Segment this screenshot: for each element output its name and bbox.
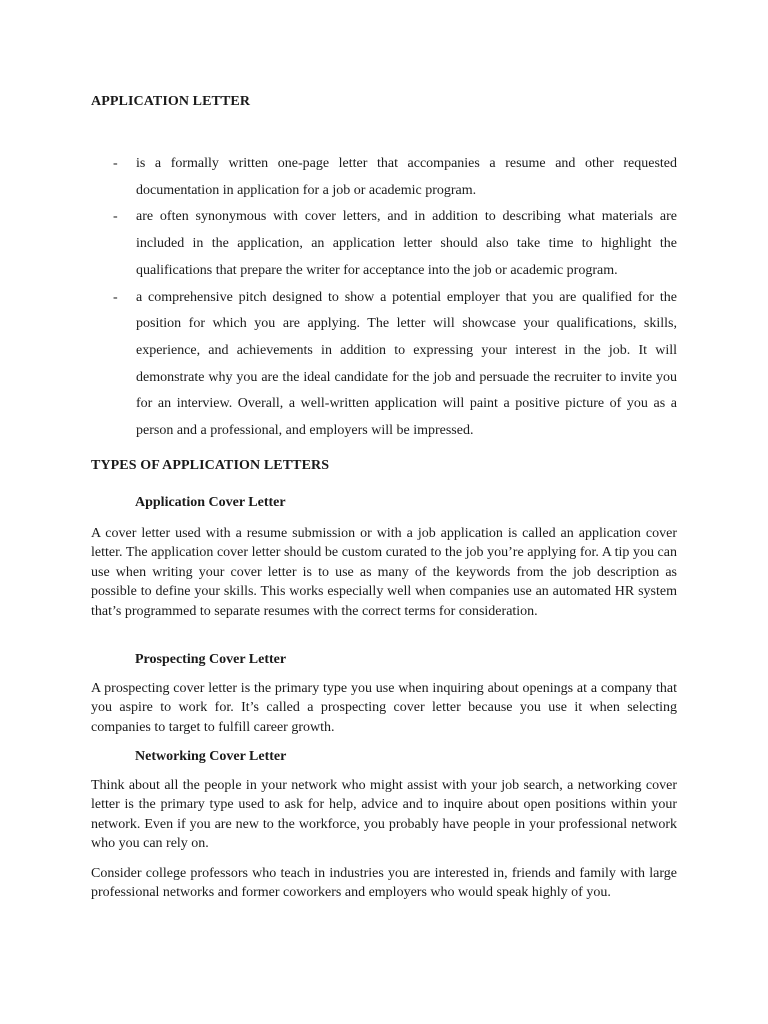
heading-application-letter: APPLICATION LETTER xyxy=(91,94,251,109)
list-item xyxy=(91,204,677,284)
subheading-application-cover-letter: Application Cover Letter xyxy=(135,495,286,510)
list-item-text: a comprehensive pitch designed to show a potential employer that you are qualified for the position for which you are applying. The letter will showcase your qualifications, skills, experience, and achievements in addition to expressing your interest in the job. It will demonstrate why you are the ideal candidate for the job and persuade the recruiter to invite you for an interview. Overall, a well-written application will paint a positive picture of you as a person and a professional, and employers will be impressed. xyxy=(136,289,677,439)
list-item-text: is a formally written one-page letter that accompanies a resume and other requested documentation in application for a job or academic program. xyxy=(136,156,677,198)
list-item xyxy=(91,151,677,204)
paragraph-prospecting-cover-letter: A prospecting cover letter is the primary type you use when inquiring about openings at a company that you aspire to work for. It’s called a prospecting cover letter because you use it when selecting companies to target to fulfill career growth. xyxy=(91,681,677,735)
bullet-dash: - xyxy=(113,156,118,171)
subheading-networking-cover-letter: Networking Cover Letter xyxy=(135,749,287,764)
bullet-dash: - xyxy=(113,209,118,225)
list-item xyxy=(91,285,677,445)
paragraph-networking-cover-letter: Think about all the people in your network who might assist with your job search, a networking cover letter is the primary type used to ask for help, advice and to inquire about open positions within your network. Even if you are new to the workforce, you probably have people in your professional network who you can rely on. xyxy=(91,778,677,852)
subheading-prospecting-cover-letter: Prospecting Cover Letter xyxy=(135,652,287,667)
bullet-dash: - xyxy=(113,289,118,305)
heading-types-of-application-letters: TYPES OF APPLICATION LETTERS xyxy=(91,458,330,473)
paragraph-application-cover-letter: A cover letter used with a resume submission or with a job application is called an application cover letter. The application cover letter should be custom curated to the job you’re applying for. A tip you can use when writing your cover letter is to use as many of the keywords from the job description as possible to define your skills. This works especially well when companies use an automated HR system that’s programmed to separate resumes with the correct terms for consideration. xyxy=(91,526,677,619)
definition-list xyxy=(91,151,677,445)
list-item-text: are often synonymous with cover letters, and in addition to describing what materials are included in the application, an application letter should also take time to highlight the qualifications that prepare the writer for acceptance into the job or academic program. xyxy=(136,209,677,278)
paragraph-networking-consider: Consider college professors who teach in industries you are interested in, friends and family with large professional networks and former coworkers and employers who would speak highly of you. xyxy=(91,866,677,901)
